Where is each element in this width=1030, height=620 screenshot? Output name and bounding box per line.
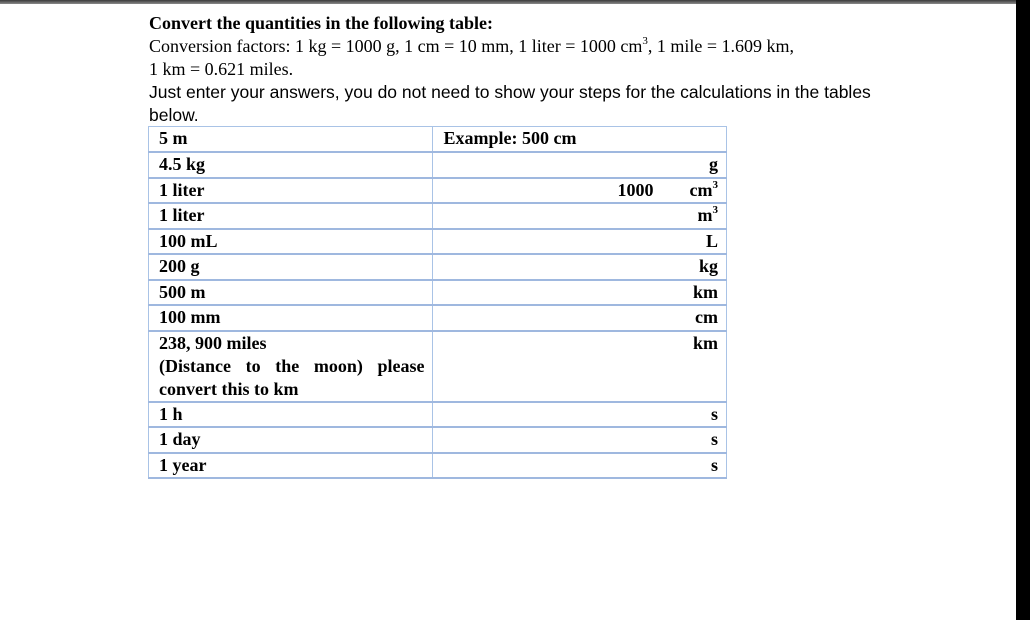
table-row	[149, 152, 727, 178]
answer-wrap	[443, 179, 718, 201]
table-row	[149, 280, 727, 306]
unit-label	[699, 255, 718, 277]
unit-label	[698, 204, 719, 226]
quantity-cell	[149, 178, 433, 204]
quantity-cell	[149, 280, 433, 306]
unit-text: s	[710, 403, 718, 424]
answer-wrap	[443, 454, 718, 476]
answer-value: 1000	[617, 179, 654, 200]
table-row	[149, 331, 727, 402]
answer-cell[interactable]	[433, 331, 727, 402]
quantity-cell	[149, 152, 433, 178]
answer-cell[interactable]	[433, 453, 727, 479]
unit-superscript: 3	[712, 178, 718, 191]
answer-wrap	[443, 281, 718, 303]
answer-cell[interactable]	[433, 305, 727, 331]
quantity-cell	[149, 331, 433, 402]
unit-text: km	[692, 281, 718, 302]
factors-superscript: 3	[642, 35, 648, 47]
answer-cell[interactable]	[433, 229, 727, 255]
answer-cell[interactable]	[433, 280, 727, 306]
header-example-cell: Example: 500 cm	[433, 127, 727, 153]
unit-text: cm	[689, 179, 713, 200]
unit-superscript: 3	[712, 204, 718, 216]
unit-label	[695, 306, 718, 328]
quantity-text: 100 mL	[159, 230, 218, 251]
conversion-factors-line2: 1 km = 0.621 miles.	[149, 59, 294, 79]
table-row	[149, 402, 727, 428]
unit-text: kg	[698, 256, 718, 276]
table-row	[149, 178, 727, 204]
unit-label	[706, 230, 718, 252]
answer-cell[interactable]	[433, 152, 727, 178]
unit-text: km	[692, 332, 718, 353]
unit-text: cm	[695, 307, 718, 327]
quantity-text: 238, 900 miles	[159, 332, 267, 353]
answer-cell[interactable]	[433, 402, 727, 428]
unit-text: g	[709, 154, 718, 174]
quantity-cell	[149, 203, 433, 229]
answer-wrap	[443, 428, 718, 450]
factors-prefix: Conversion factors: 1 kg = 1000 g, 1 cm = 10 mm, 1 liter = 1000 cm	[149, 36, 643, 56]
quantity-text: 1 year	[159, 454, 207, 475]
unit-label	[711, 428, 718, 450]
table-row	[149, 229, 727, 255]
quantity-text: 200 g	[159, 256, 200, 276]
unit-text: s	[710, 454, 718, 475]
table-row	[149, 203, 727, 229]
instructions-title: Convert the quantities in the following table:	[149, 13, 493, 33]
quantity-text: 1 liter	[159, 205, 205, 225]
quantity-text: 4.5 kg	[159, 154, 206, 174]
unit-text: L	[705, 230, 718, 251]
answer-cell[interactable]	[433, 203, 727, 229]
quantity-text: 1 h	[159, 403, 183, 424]
table-row	[149, 427, 727, 453]
quantity-text: 1 day	[159, 429, 201, 449]
table-row	[149, 254, 727, 280]
quantity-cell	[149, 229, 433, 255]
header-quantity-cell: 5 m	[149, 127, 433, 153]
unit-label	[693, 332, 718, 354]
quantity-text: 1 liter	[159, 179, 205, 200]
conversion-table	[148, 126, 727, 479]
answer-cell[interactable]	[433, 178, 727, 204]
factors-mid: , 1 mile = 1.609 km,	[647, 36, 795, 56]
table-header-row	[149, 127, 727, 153]
answer-wrap	[443, 230, 718, 252]
unit-label	[711, 403, 718, 425]
quantity-text: 100 mm	[159, 307, 221, 327]
answer-cell[interactable]	[433, 254, 727, 280]
unit-text: m	[697, 205, 713, 225]
quantity-cell	[149, 305, 433, 331]
window-right-border	[1016, 0, 1030, 620]
quantity-text: 500 m	[159, 281, 206, 302]
unit-label	[709, 153, 718, 175]
answer-wrap	[443, 204, 718, 226]
conversion-factors	[149, 35, 879, 58]
answer-cell[interactable]	[433, 427, 727, 453]
answer-wrap	[443, 332, 718, 354]
quantity-cell	[149, 453, 433, 479]
quantity-cell	[149, 402, 433, 428]
answer-wrap	[443, 403, 718, 425]
quantity-note: (Distance to the moon) please convert this to km	[159, 355, 425, 399]
answer-wrap	[443, 306, 718, 328]
unit-label	[690, 179, 718, 201]
table-row	[149, 453, 727, 479]
quantity-cell	[149, 254, 433, 280]
instructions-note: Just enter your answers, you do not need to show your steps for the calculations in the tables below.	[149, 82, 871, 125]
unit-label	[693, 281, 718, 303]
unit-label	[711, 454, 718, 476]
window-top-border	[0, 0, 1030, 4]
instructions-block	[149, 12, 879, 127]
unit-text: s	[710, 429, 718, 449]
answer-wrap	[443, 153, 718, 175]
quantity-cell	[149, 427, 433, 453]
table-row	[149, 305, 727, 331]
answer-wrap	[443, 255, 718, 277]
